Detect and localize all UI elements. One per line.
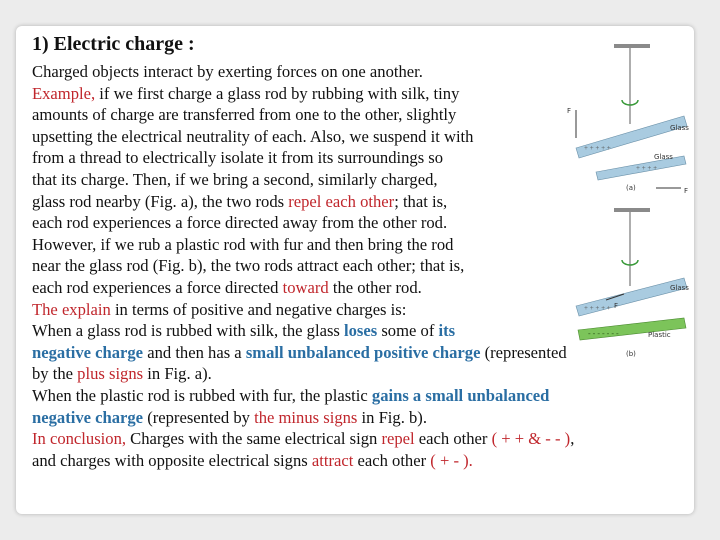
figure-a [567, 44, 689, 195]
body-text: each other [353, 450, 431, 470]
body-text: and charges with opposite electrical signs [32, 450, 312, 470]
slide-title: 1) Electric charge : [32, 33, 195, 55]
body-text: (represented by [143, 407, 255, 427]
emphasis-text: small unbalanced positive charge [245, 342, 481, 362]
emphasis-text: The explain [32, 299, 111, 319]
body-text: However, if we rub a plastic rod with fur and then bring the rod [32, 234, 454, 254]
body-text: (represented [480, 342, 567, 362]
emphasis-text: repel each other [288, 191, 395, 211]
force-label-b1: F [614, 302, 619, 310]
emphasis-text: loses [344, 321, 378, 341]
body-text: each rod experiences a force directed away from the other rod. [32, 213, 448, 233]
body-text: if we first charge a glass rod by rubbing with silk, tiny [95, 83, 460, 103]
body-text: by the [32, 364, 78, 384]
text-line [32, 363, 696, 385]
plus-signs-upper-a: + + + + + [584, 144, 611, 152]
body-text: Charges with the same electrical sign [126, 429, 382, 449]
body-text: upsetting the electrical neutrality of each. Also, we suspend it with [32, 126, 474, 146]
emphasis-text: the minus signs [254, 407, 358, 427]
body-text: When the plastic rod is rubbed with fur, the plastic [32, 385, 372, 405]
body-text: from a thread to electrically isolate it from its surroundings so [32, 148, 444, 168]
body-text: each other [414, 429, 492, 449]
body-text: amounts of charge are transferred from one to the other, slightly [32, 105, 457, 125]
text-line [32, 407, 696, 429]
caption-fig-b: (b) [626, 350, 636, 358]
text-line [32, 385, 696, 407]
body-text: in Fig. b). [357, 407, 427, 427]
label-plastic: Plastic [648, 331, 671, 339]
force-label-a1: F [567, 107, 572, 115]
support-bar-b [614, 208, 650, 212]
emphasis-text: plus signs [77, 364, 144, 384]
body-text: near the glass rod (Fig. b), the two rods attract each other; that is, [32, 256, 465, 276]
plus-signs-lower-a: + + + + [636, 164, 658, 172]
emphasis-text: toward [282, 277, 329, 297]
charged-rods-figure [566, 38, 696, 358]
body-text: in terms of positive and negative charges is: [110, 299, 407, 319]
plus-signs-b: + + + + + [584, 304, 611, 312]
body-text: and then has a [143, 342, 246, 362]
caption-fig-a: (a) [626, 184, 636, 192]
body-text: , [570, 429, 575, 449]
emphasis-text: ( + - ). [430, 450, 473, 470]
body-text: Charged objects interact by exerting forces on one another. [32, 62, 423, 81]
emphasis-text: Example, [32, 83, 96, 103]
emphasis-text: In conclusion, [32, 429, 127, 449]
body-text: the other rod. [328, 277, 422, 297]
body-text: some of [377, 321, 439, 341]
emphasis-text: negative charge [32, 407, 144, 427]
support-bar-a [614, 44, 650, 48]
emphasis-text: its [438, 321, 456, 341]
emphasis-text: attract [311, 450, 354, 470]
emphasis-text: negative charge [32, 342, 144, 362]
body-text: When a glass rod is rubbed with silk, the glass [32, 321, 345, 341]
body-text: that its charge. Then, if we bring a second, similarly charged, [32, 169, 438, 189]
body-text: ; that is, [394, 191, 448, 211]
emphasis-text: gains a small unbalanced [371, 385, 550, 405]
figure-b [576, 208, 689, 358]
text-line [32, 450, 696, 472]
text-line [32, 428, 696, 450]
label-glass-a-lower: Glass [654, 153, 673, 161]
emphasis-text: repel [381, 429, 415, 449]
label-glass-b: Glass [670, 284, 689, 292]
minus-signs-b: - - - - - - - [588, 329, 619, 338]
label-glass-a: Glass [670, 124, 689, 132]
body-text: glass rod nearby (Fig. a), the two rods [32, 191, 289, 211]
emphasis-text: ( + + & - - ) [491, 429, 571, 449]
body-text: in Fig. a). [143, 364, 212, 384]
body-text: each rod experiences a force directed [32, 277, 283, 297]
force-label-a2: F [684, 187, 689, 195]
